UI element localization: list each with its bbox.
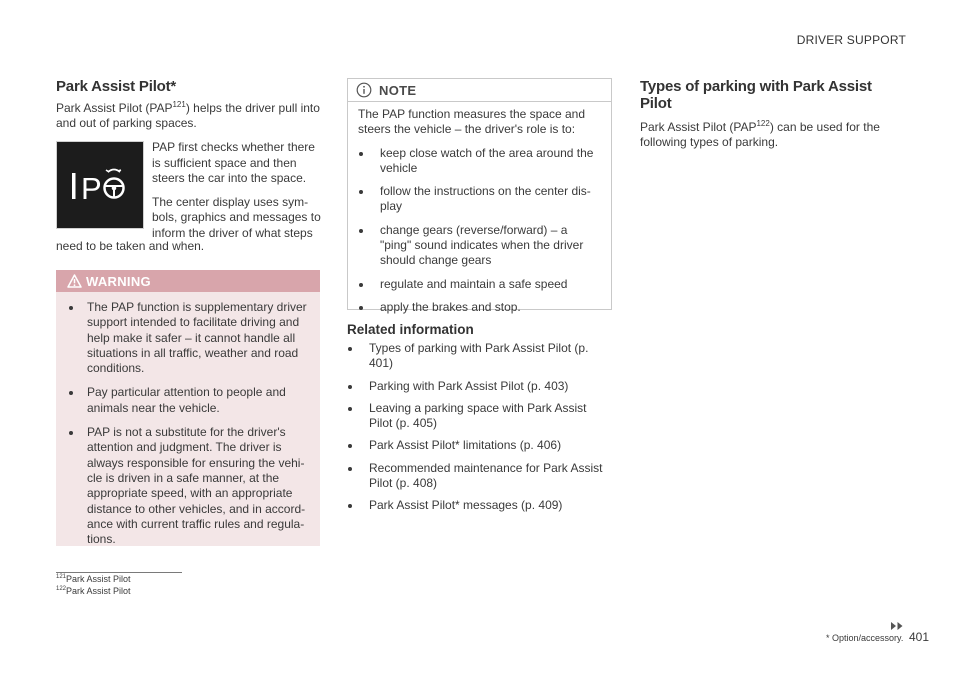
- related-list: [347, 341, 612, 514]
- note-header: [348, 79, 611, 102]
- page-number: 401: [909, 630, 930, 644]
- warning-list: [56, 292, 320, 547]
- footnote-number: 122: [56, 586, 67, 592]
- types-text: [640, 120, 890, 150]
- types-text-end: ) can be used for the following types of parking.: [640, 120, 880, 149]
- footnote-122: [56, 586, 131, 596]
- pap-paragraph-2: The center display uses sym-bols, graphics and messages to inform the driver of what steps: [152, 194, 321, 240]
- pap-paragraph-2-continued: need to be taken and when.: [56, 239, 205, 253]
- svg-text:P: P: [81, 171, 102, 206]
- lead-text: Park Assist Pilot (PAP: [56, 101, 173, 115]
- warning-triangle-icon: [67, 274, 82, 288]
- footnote-text: Park Assist Pilot: [66, 586, 131, 596]
- lead-text-end: ) helps the driver pull into and out of parking spaces.: [56, 101, 320, 130]
- pap-description: [152, 140, 322, 249]
- related-title: Related information: [347, 322, 474, 337]
- list-item: change gears (reverse/forward) – a "ping" sound indicates when the driver should change gears: [358, 223, 601, 269]
- list-item: regulate and maintain a safe speed: [358, 277, 601, 292]
- list-item: apply the brakes and stop.: [358, 300, 601, 315]
- section-header: DRIVER SUPPORT: [796, 33, 906, 47]
- warning-header: [56, 270, 320, 292]
- pap-paragraph-1: PAP first checks whether there is sufficient space and then steers the car into the space.: [152, 140, 315, 185]
- intro-section: [56, 78, 320, 131]
- intro-lead: [56, 101, 320, 131]
- list-item: Pay particular attention to people and animals near the vehicle.: [68, 385, 310, 416]
- note-box: [347, 78, 612, 314]
- related-link[interactable]: Parking with Park Assist Pilot (p. 403): [347, 379, 612, 394]
- list-item: keep close watch of the area around the vehicle: [358, 146, 601, 177]
- note-intro: The PAP function measures the space and steers the vehicle – the driver's role is to:: [358, 107, 586, 137]
- related-link[interactable]: Types of parking with Park Assist Pilot (p. 401): [347, 341, 612, 372]
- types-text-start: Park Assist Pilot (PAP: [640, 120, 757, 134]
- warning-label: WARNING: [86, 273, 151, 289]
- note-label: NOTE: [379, 82, 417, 98]
- list-item: The PAP function is supplementary driver support intended to facilitate driving and help make it safer – it cannot handle all situations in all traffic, weather and road conditions.: [68, 300, 310, 376]
- footnote-text: Park Assist Pilot: [66, 574, 131, 584]
- note-body: [348, 102, 611, 315]
- pap-steering-icon: [57, 142, 143, 228]
- footnote-divider: [56, 572, 182, 573]
- footnote-ref-121[interactable]: 121: [172, 100, 186, 109]
- note-list: [358, 146, 601, 316]
- related-link[interactable]: Leaving a parking space with Park Assist Pilot (p. 405): [347, 401, 612, 432]
- warning-box: [56, 270, 320, 546]
- related-information: [347, 322, 612, 521]
- footnote-ref-122[interactable]: 122: [756, 119, 770, 128]
- footnote-number: 121: [56, 574, 67, 580]
- page-title: Park Assist Pilot*: [56, 78, 177, 95]
- related-link[interactable]: Park Assist Pilot* limitations (p. 406): [347, 438, 612, 453]
- list-item: follow the instructions on the center dis-play: [358, 184, 601, 215]
- types-section: [640, 78, 890, 150]
- related-link[interactable]: Park Assist Pilot* messages (p. 409): [347, 498, 612, 513]
- types-title: Types of parking with Park Assist Pilot: [640, 78, 872, 112]
- info-icon: [356, 82, 372, 98]
- list-item: PAP is not a substitute for the driver's attention and judgment. The driver is always responsible for ensuring the vehi-cle is driven in a safe manner, at the appropriate speed, with an appropriate distance to other vehicles, and in accord-ance with current traffic rules and regula-tions.: [68, 425, 310, 547]
- footnote-121: [56, 574, 131, 584]
- related-link[interactable]: Recommended maintenance for Park Assist Pilot (p. 408): [347, 461, 612, 492]
- pap-symbol-image: [56, 141, 144, 229]
- option-accessory-note: * Option/accessory.: [826, 633, 904, 643]
